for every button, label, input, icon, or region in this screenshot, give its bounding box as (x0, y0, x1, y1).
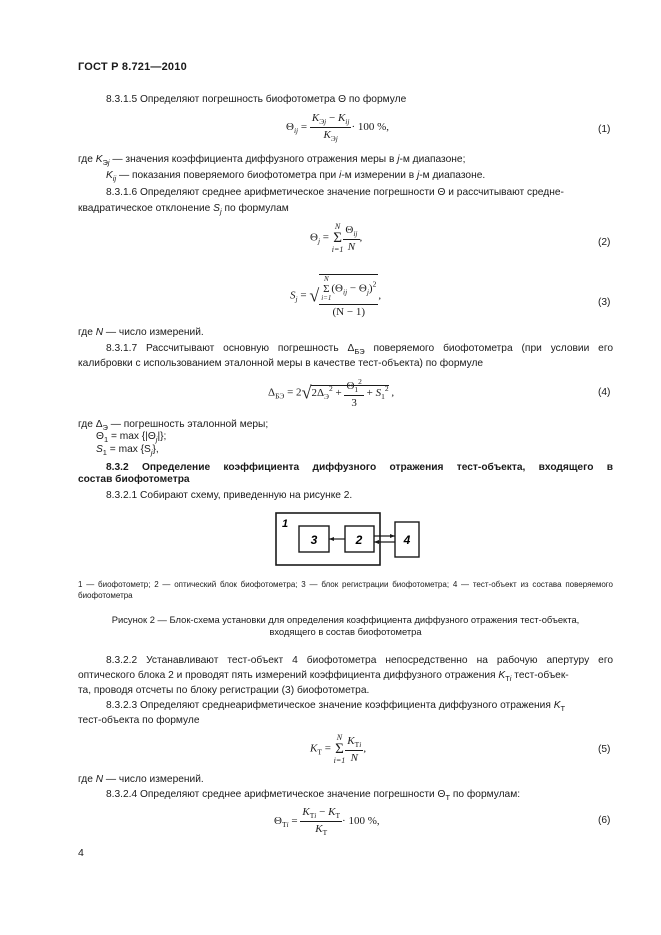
arrow-to-4 (390, 534, 395, 538)
where-n-1: где N — число измерений. (78, 327, 204, 338)
formula-2: $\Theta_j = N$ Σ i=1 $\frac{\Theta_{ij}}{N}$ , (310, 222, 363, 254)
label-block-2: 2 (355, 533, 363, 547)
para-8323-line1: 8.3.2.3 Определяют среднеарифметическое значение коэффициента диффузного отражения $K_Т$ (106, 700, 566, 713)
para-8316-line1: 8.3.1.6 Определяют среднее арифметическое значение погрешности Θ и рассчитывают средне- (106, 187, 564, 198)
formula-5: $K_Т = N$ Σ i=1 $\frac{K_{Тi}}{N}$ , (310, 733, 367, 765)
formula-4: $\Delta_{БЭ} = 2√2\Delta_Э^2$ + $\frac{\Theta_1^2}{3}$ + $S_1^2$ , (268, 377, 395, 409)
equation-number-5: (5) (598, 744, 611, 755)
equation-number-3: (3) (598, 297, 611, 308)
equation-number-4: (4) (598, 387, 611, 398)
where-delta: где $\Delta_Э$ — погрешность эталонной меры; (78, 419, 269, 432)
figure-legend: 1 — биофотометр; 2 — оптический блок биофотометра; 3 — блок регистрации биофотометра; 4 — тест-объект из состава поверяемого биофотометра (78, 580, 613, 600)
arrow-to-3 (329, 537, 334, 541)
para-8323-line2: тест-объекта по формуле (78, 715, 200, 726)
para-8324: 8.3.2.4 Определяют среднее арифметическое значение погрешности $\Theta_Т$ по формулам: (106, 789, 521, 802)
where-kej: где $K_{Эj}$ — значения коэффициента диффузного отражения меры в j-м диапазоне; (78, 154, 466, 167)
page-number: 4 (78, 847, 84, 859)
para-8322-line1: 8.3.2.2 Устанавливают тест-объект 4 биофотометра непосредственно на рабочую апертуру его (106, 655, 613, 666)
formula-1: $\Theta_{ij}$ = $\frac{K_{Эj} - K_{ij}}{K_{Эj}}$ · 100 %, (286, 112, 390, 143)
equation-number-2: (2) (598, 237, 611, 248)
para-8316-line2: квадратическое отклонение $S_j$ по формулам (78, 203, 289, 216)
where-kij: $K_{ij}$ — показания поверяемого биофотометра при i-м измерении в j-м диапазоне. (106, 170, 486, 183)
document-header: ГОСТ Р 8.721—2010 (78, 61, 187, 73)
label-block-1: 1 (282, 518, 289, 530)
label-block-4: 4 (403, 533, 411, 547)
formula-3: $S_j$ = √ N Σ $i=1(\Theta_{ij} - \Theta_j)^2$ (N − 1) , (290, 275, 382, 318)
where-n-2: где N — число измерений. (78, 774, 204, 785)
para-8317-line1: 8.3.1.7 Рассчитывают основную погрешность $\Delta_{БЭ}$ поверяемого биофотометра (при условии его (106, 343, 613, 356)
figure-title-line2: входящего в состав биофотометра (269, 626, 422, 637)
theta1-definition: $\Theta_1 = \max \{|\Theta_j|\}$; (96, 431, 167, 444)
formula-6: $\Theta_{Тi}$ = $\frac{K_{Тi} - K_Т}{K_Т}$ · 100 %, (274, 806, 380, 837)
heading-832-line2: состав биофотометра (78, 474, 190, 485)
block-1-biophotometer (276, 513, 380, 565)
para-8315: 8.3.1.5 Определяют погрешность биофотометра Θ по формуле (106, 94, 407, 105)
label-block-3: 3 (310, 533, 318, 547)
arrow-to-2 (374, 540, 379, 544)
para-8322-line2: оптического блока 2 и проводят пять измерений коэффициента диффузного отражения $K_{Тi}$ тест-объек- (78, 670, 569, 683)
s1-definition: $S_1 = \max \{S_j\}$, (96, 444, 159, 457)
figure-title-line1: Рисунок 2 — Блок-схема установки для определения коэффициента диффузного отражения тест-объекта, (111, 614, 580, 625)
para-8321: 8.3.2.1 Собирают схему, приведенную на рисунке 2. (106, 490, 353, 501)
para-8317-line2: калибровки с использованием эталонной меры в качестве тест-объекта) по формуле (78, 358, 484, 369)
equation-number-6: (6) (598, 815, 611, 826)
para-8322-line3: та, проводя отсчеты по блоку регистрации (3) биофотометра. (78, 685, 370, 696)
heading-832-line1: 8.3.2 Определение коэффициента диффузного отражения тест-объекта, входящего в (106, 462, 613, 473)
equation-number-1: (1) (598, 124, 611, 135)
